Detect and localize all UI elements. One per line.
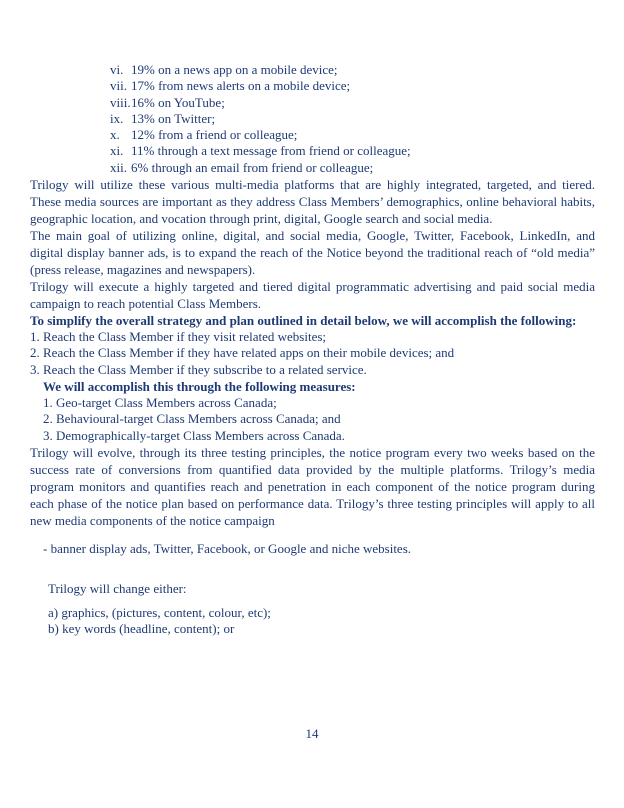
list-item: 3. Reach the Class Member if they subscribe to a related service.: [30, 361, 367, 377]
list-item: [110, 78, 595, 94]
list-item: 1. Geo-target Class Members across Canada;: [43, 394, 277, 410]
list-item: [110, 160, 595, 176]
list-item-numeral: vii.: [110, 78, 127, 94]
list-item: b) key words (headline, content); or: [48, 621, 235, 637]
paragraph-execute-campaign: Trilogy will execute a highly targeted and tiered digital programmatic advertising and paid social media campaign to reach potential Class Members.: [30, 279, 595, 312]
list-item: a) graphics, (pictures, content, colour, etc);: [48, 604, 271, 620]
change-intro: Trilogy will change either:: [48, 580, 187, 596]
paragraph-evolve-testing: Trilogy will evolve, through its three testing principles, the notice program every two weeks based on the success rate of conversions from quantified data provided by the multiple platforms. Trilogy’s media program monitors and quantifies reach and penetration in each component of the notice program during each phase of the notice plan based on performance data. Trilogy’s three testing principles will apply to all new media components of the notice campaign: [30, 444, 595, 528]
list-item: [110, 143, 595, 159]
list-item-numeral: viii.: [110, 94, 131, 110]
list-item: [110, 127, 595, 143]
list-item: 2. Behavioural-target Class Members across Canada; and: [43, 411, 341, 427]
list-item-text: 12% from a friend or colleague;: [131, 127, 298, 143]
list-item: [110, 62, 595, 78]
list-item-text: 13% on Twitter;: [131, 110, 216, 126]
list-item-text: 6% through an email from friend or colleague;: [131, 159, 374, 175]
paragraph-multimedia-platforms: Trilogy will utilize these various multi-media platforms that are highly integrated, targeted, and tiered. These media sources are important as they address Class Members’ demographics, online behavioral habits, geographic location, and vocation through print, digital, Google search and social media.: [30, 177, 595, 227]
change-options-list: [48, 605, 595, 638]
list-item-numeral: ix.: [110, 110, 124, 126]
list-item-numeral: vi.: [110, 62, 124, 77]
list-item-numeral: xi.: [110, 143, 124, 159]
page-number: 14: [305, 726, 319, 741]
list-item: [110, 111, 595, 127]
paragraph-main-goal: The main goal of utilizing online, digital, and social media, Google, Twitter, Facebook, LinkedIn, and digital display banner ads, is to expand the reach of the Notice beyond the traditional reach of “old media” (press release, magazines and newspapers).: [30, 228, 595, 278]
strategy-list: [30, 329, 595, 378]
list-item: 2. Reach the Class Member if they have related apps on their mobile devices; and: [30, 345, 455, 361]
measures-list: [43, 395, 595, 444]
heading-measures: We will accomplish this through the following measures:: [43, 378, 356, 394]
list-item: [110, 95, 595, 111]
list-item-text: 16% on YouTube;: [131, 94, 225, 110]
list-item-text: 11% through a text message from friend or colleague;: [131, 143, 411, 159]
banner-note: - banner display ads, Twitter, Facebook, or Google and niche websites.: [43, 540, 412, 556]
media-statistics-list: [110, 62, 595, 176]
list-item-text: 17% from news alerts on a mobile device;: [131, 78, 351, 94]
list-item: 1. Reach the Class Member if they visit related websites;: [30, 329, 327, 345]
list-item-numeral: x.: [110, 127, 120, 143]
list-item-numeral: xii.: [110, 159, 127, 175]
list-item-text: 19% on a news app on a mobile device;: [131, 62, 338, 77]
list-item: 3. Demographically-target Class Members across Canada.: [43, 427, 345, 443]
heading-strategy: To simplify the overall strategy and plan outlined in detail below, we will accomplish the following:: [30, 313, 577, 329]
